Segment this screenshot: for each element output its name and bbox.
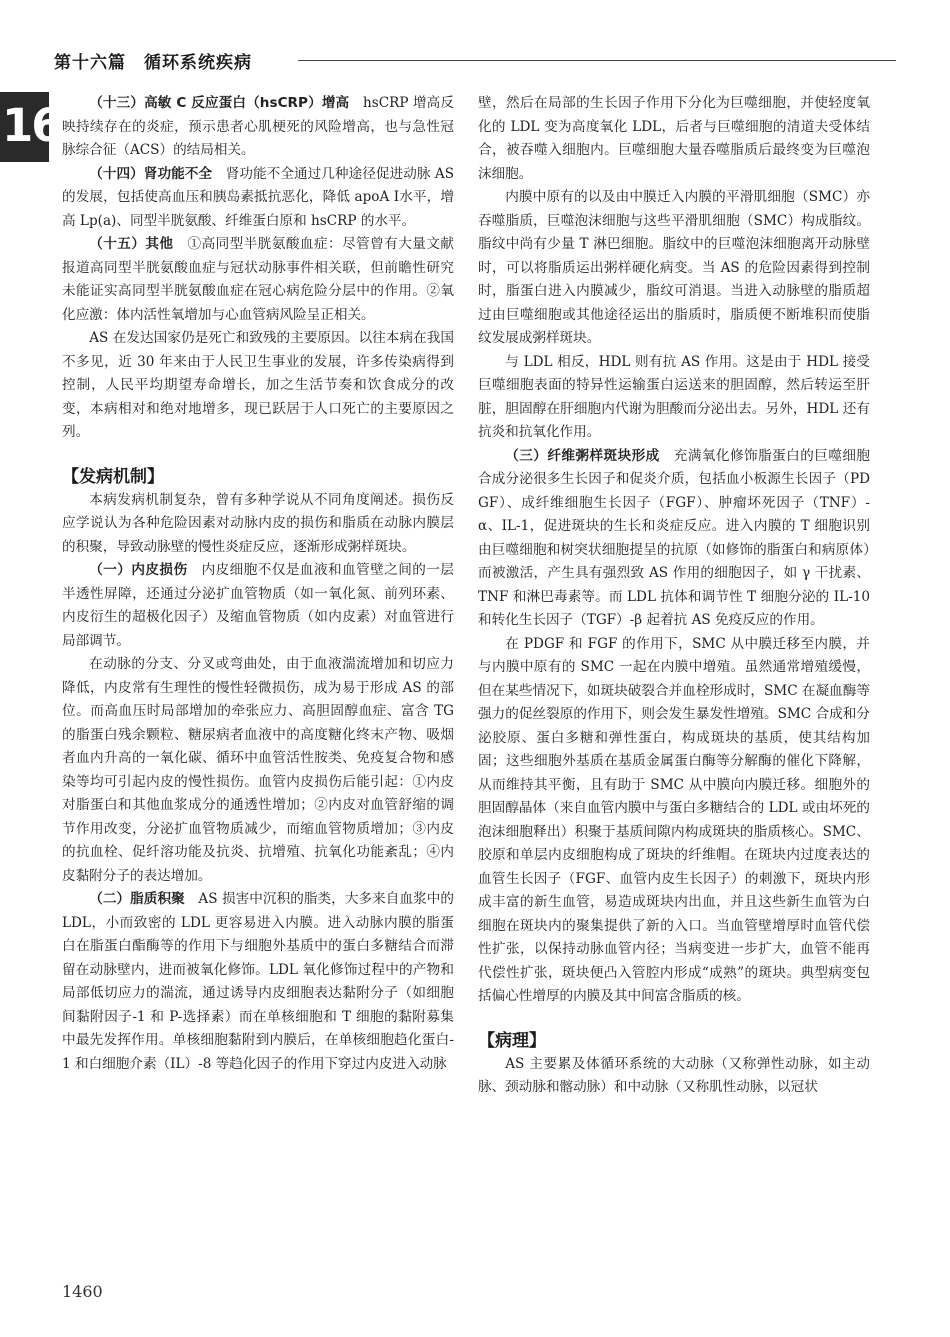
paragraph: （十五）其他 ①高同型半胱氨酸血症：尽管曾有大量文献报道高同型半胱氨酸血症与冠状动脉事件相关联，但前瞻性研究未能证实高同型半胱氨酸血症在冠心病危险分层中的作用。②氧化应激：体内活性氧增加与心血管病风险呈正相关。 xyxy=(62,236,455,323)
paragraph: （三）纤维粥样斑块形成 充满氧化修饰脂蛋白的巨噬细胞合成分泌很多生长因子和促炎介质，包括血小板源生长因子（PDGF）、成纤维细胞生长因子（FGF）、肿瘤坏死因子（TNF）-α、IL-1，促进斑块的生长和炎症反应。进入内膜的 T 细胞识别由巨噬细胞和树突状细胞提呈的抗原（如修饰的脂蛋白和病原体）而被激活，产生具有强烈致 AS 作用的细胞因子，如 γ 干扰素、TNF 和淋巴毒素等。而 LDL 抗体和调节性 T 细胞分泌的 IL-10 和转化生长因子（TGF）-β 起着抗 AS 免疫反应的作用。 xyxy=(478,447,871,628)
subsection-heading: （二）脂质积聚 xyxy=(89,891,185,907)
right-column xyxy=(478,92,870,1100)
section-title: 【发病机制】 xyxy=(62,466,164,487)
paragraph: 在 PDGF 和 FGF 的作用下，SMC 从中膜迁移至内膜，并与内膜中原有的 SMC 一起在内膜中增殖。虽然通常增殖缓慢，但在某些情况下，如斑块破裂合并血栓形成时，SMC 在凝血酶等强力的促丝裂原的作用下，则会发生暴发性增殖。SMC 合成和分泌胶原、蛋白多糖和弹性蛋白，构成斑块的基质，使其结构加固；这些细胞外基质在基质金属蛋白酶等分解酶的催化下降解，从而维持其平衡，且有助于 SMC 从中膜向内膜迁移。细胞外的胆固醇晶体（来自血管内膜中与蛋白多糖结合的 LDL 或由坏死的泡沫细胞释出）积聚于基质间隙内构成斑块的脂质核心。SMC、胶原和单层内皮细胞构成了斑块的纤维帽。在斑块内过度表达的血管生长因子（FGF、血管内皮生长因子）的刺激下，斑块内形成丰富的新生血管，易造成斑块内出血，并且这些新生血管为白细胞在斑块内的聚集提供了新的入口。当血管壁增厚时血管代偿性扩张，以保持动脉血管内径；当病变进一步扩大，血管不能再代偿性扩张，斑块便凸入管腔内形成“成熟”的斑块。典型病变包括偏心性增厚的内膜及其中间富含脂质的核。 xyxy=(478,635,870,1004)
chapter-tab xyxy=(0,92,61,162)
subsection-heading: （十五）其他 xyxy=(89,236,174,252)
page-header xyxy=(54,46,896,74)
paragraph: （十三）高敏 C 反应蛋白（hsCRP）增高 hsCRP 增高反映持续存在的炎症，预示患者心肌梗死的风险增高，也与急性冠脉综合征（ACS）的结局相关。 xyxy=(62,95,454,158)
paragraph: 壁，然后在局部的生长因子作用下分化为巨噬细胞，并使轻度氧化的 LDL 变为高度氧化 LDL，后者与巨噬细胞的清道夫受体结合，被吞噬入细胞内。巨噬细胞大量吞噬脂质后最终变为巨噬泡沫细胞。 xyxy=(478,95,870,182)
paragraph: AS 在发达国家仍是死亡和致残的主要原因。以往本病在我国不多见，近 30 年来由于人民卫生事业的发展，许多传染病得到控制，人民平均期望寿命增长，加之生活节奏和饮食成分的改变，本病相对和绝对地增多，现已跃居于人口死亡的主要原因之列。 xyxy=(62,330,454,440)
subsection-heading: （一）内皮损伤 xyxy=(89,562,188,578)
left-column xyxy=(62,92,454,1076)
header-rule xyxy=(298,60,896,61)
paragraph: 本病发病机制复杂，曾有多种学说从不同角度阐述。损伤反应学说认为各种危险因素对动脉内皮的损伤和脂质在动脉内膜层的积聚，导致动脉壁的慢性炎症反应，逐渐形成粥样斑块。 xyxy=(62,491,454,555)
subsection-heading: （三）纤维粥样斑块形成 xyxy=(505,447,660,464)
subsection-heading: （十四）肾功能不全 xyxy=(89,165,213,182)
paragraph: （十四）肾功能不全 肾功能不全通过几种途径促进动脉 AS 的发展，包括使高血压和胰岛素抵抗恶化，降低 apoA Ⅰ水平，增高 Lp(a)、同型半胱氨酸、纤维蛋白原和 hsCRP 的水平。 xyxy=(62,165,455,229)
subsection-heading: （十三）高敏 C 反应蛋白（hsCRP）增高 xyxy=(89,95,350,111)
paragraph: 与 LDL 相反，HDL 则有抗 AS 作用。这是由于 HDL 接受巨噬细胞表面的特异性运输蛋白运送来的胆固醇，然后转运至肝脏，胆固醇在肝细胞内代谢为胆酸而分泌出去。另外，HDL 还有抗炎和抗氧化作用。 xyxy=(478,353,870,440)
header-title: 第十六篇 循环系统疾病 xyxy=(54,53,252,73)
paragraph: 在动脉的分支、分叉或弯曲处，由于血液湍流增加和切应力降低，内皮常有生理性的慢性轻微损伤，成为易于形成 AS 的部位。而高血压时局部增加的牵张应力、高胆固醇血症、富含 TG 的脂蛋白残余颗粒、糖尿病者血液中的高度糖化终末产物、吸烟者血内升高的一氧化碳、循环中血管活性胺类、免疫复合物和感染等均可引起内皮的慢性损伤。血管内皮损伤后能引起：①内皮对脂蛋白和其他血浆成分的通透性增加；②内皮对血管舒缩的调节作用改变，分泌扩血管物质减少，而缩血管物质增加；③内皮的抗血栓、促纤溶功能及抗炎、抗增殖、抗氧化功能紊乱；④内皮黏附分子的表达增加。 xyxy=(62,656,454,884)
chapter-tab-number: 16 xyxy=(2,99,61,152)
paragraph: （一）内皮损伤 内皮细胞不仅是血液和血管壁之间的一层半透性屏障，还通过分泌扩血管物质（如一氧化氮、前列环素、内皮衍生的超极化因子）及缩血管物质（如内皮素）对血管进行局部调节。 xyxy=(62,562,455,649)
paragraph: AS 主要累及体循环系统的大动脉（又称弹性动脉，如主动脉、颈动脉和髂动脉）和中动脉（又称肌性动脉，以冠状 xyxy=(478,1055,870,1095)
paragraph: 内膜中原有的以及由中膜迁入内膜的平滑肌细胞（SMC）亦吞噬脂质，巨噬泡沫细胞与这些平滑肌细胞（SMC）构成脂纹。脂纹中尚有少量 T 淋巴细胞。脂纹中的巨噬泡沫细胞离开动脉壁时，可以将脂质运出粥样硬化病变。当 AS 的危险因素得到控制时，脂蛋白进入内膜减少，脂纹可消退。当进入动脉壁的脂质超过由巨噬细胞或其他途径运出的脂质时，脂质便不断堆积而使脂纹发展成粥样斑块。 xyxy=(478,189,870,346)
section-title: 【病理】 xyxy=(478,1030,546,1051)
page-number: 1460 xyxy=(62,1282,103,1301)
paragraph: （二）脂质积聚 AS 损害中沉积的脂类，大多来自血浆中的 LDL，小而致密的 LDL 更容易进入内膜。进入动脉内膜的脂蛋白在脂蛋白酯酶等的作用下与细胞外基质中的蛋白多糖结合而滞留在动脉壁内，进而被氧化修饰。LDL 氧化修饰过程中的产物和局部低切应力的湍流，通过诱导内皮细胞表达黏附分子（如细胞间黏附因子-1 和 P-选择素）而在单核细胞和 T 细胞的黏附募集中最先发挥作用。单核细胞黏附到内膜后，在单核细胞趋化蛋白-1 和白细胞介素（IL）-8 等趋化因子的作用下穿过内皮进入动脉 xyxy=(62,891,455,1072)
